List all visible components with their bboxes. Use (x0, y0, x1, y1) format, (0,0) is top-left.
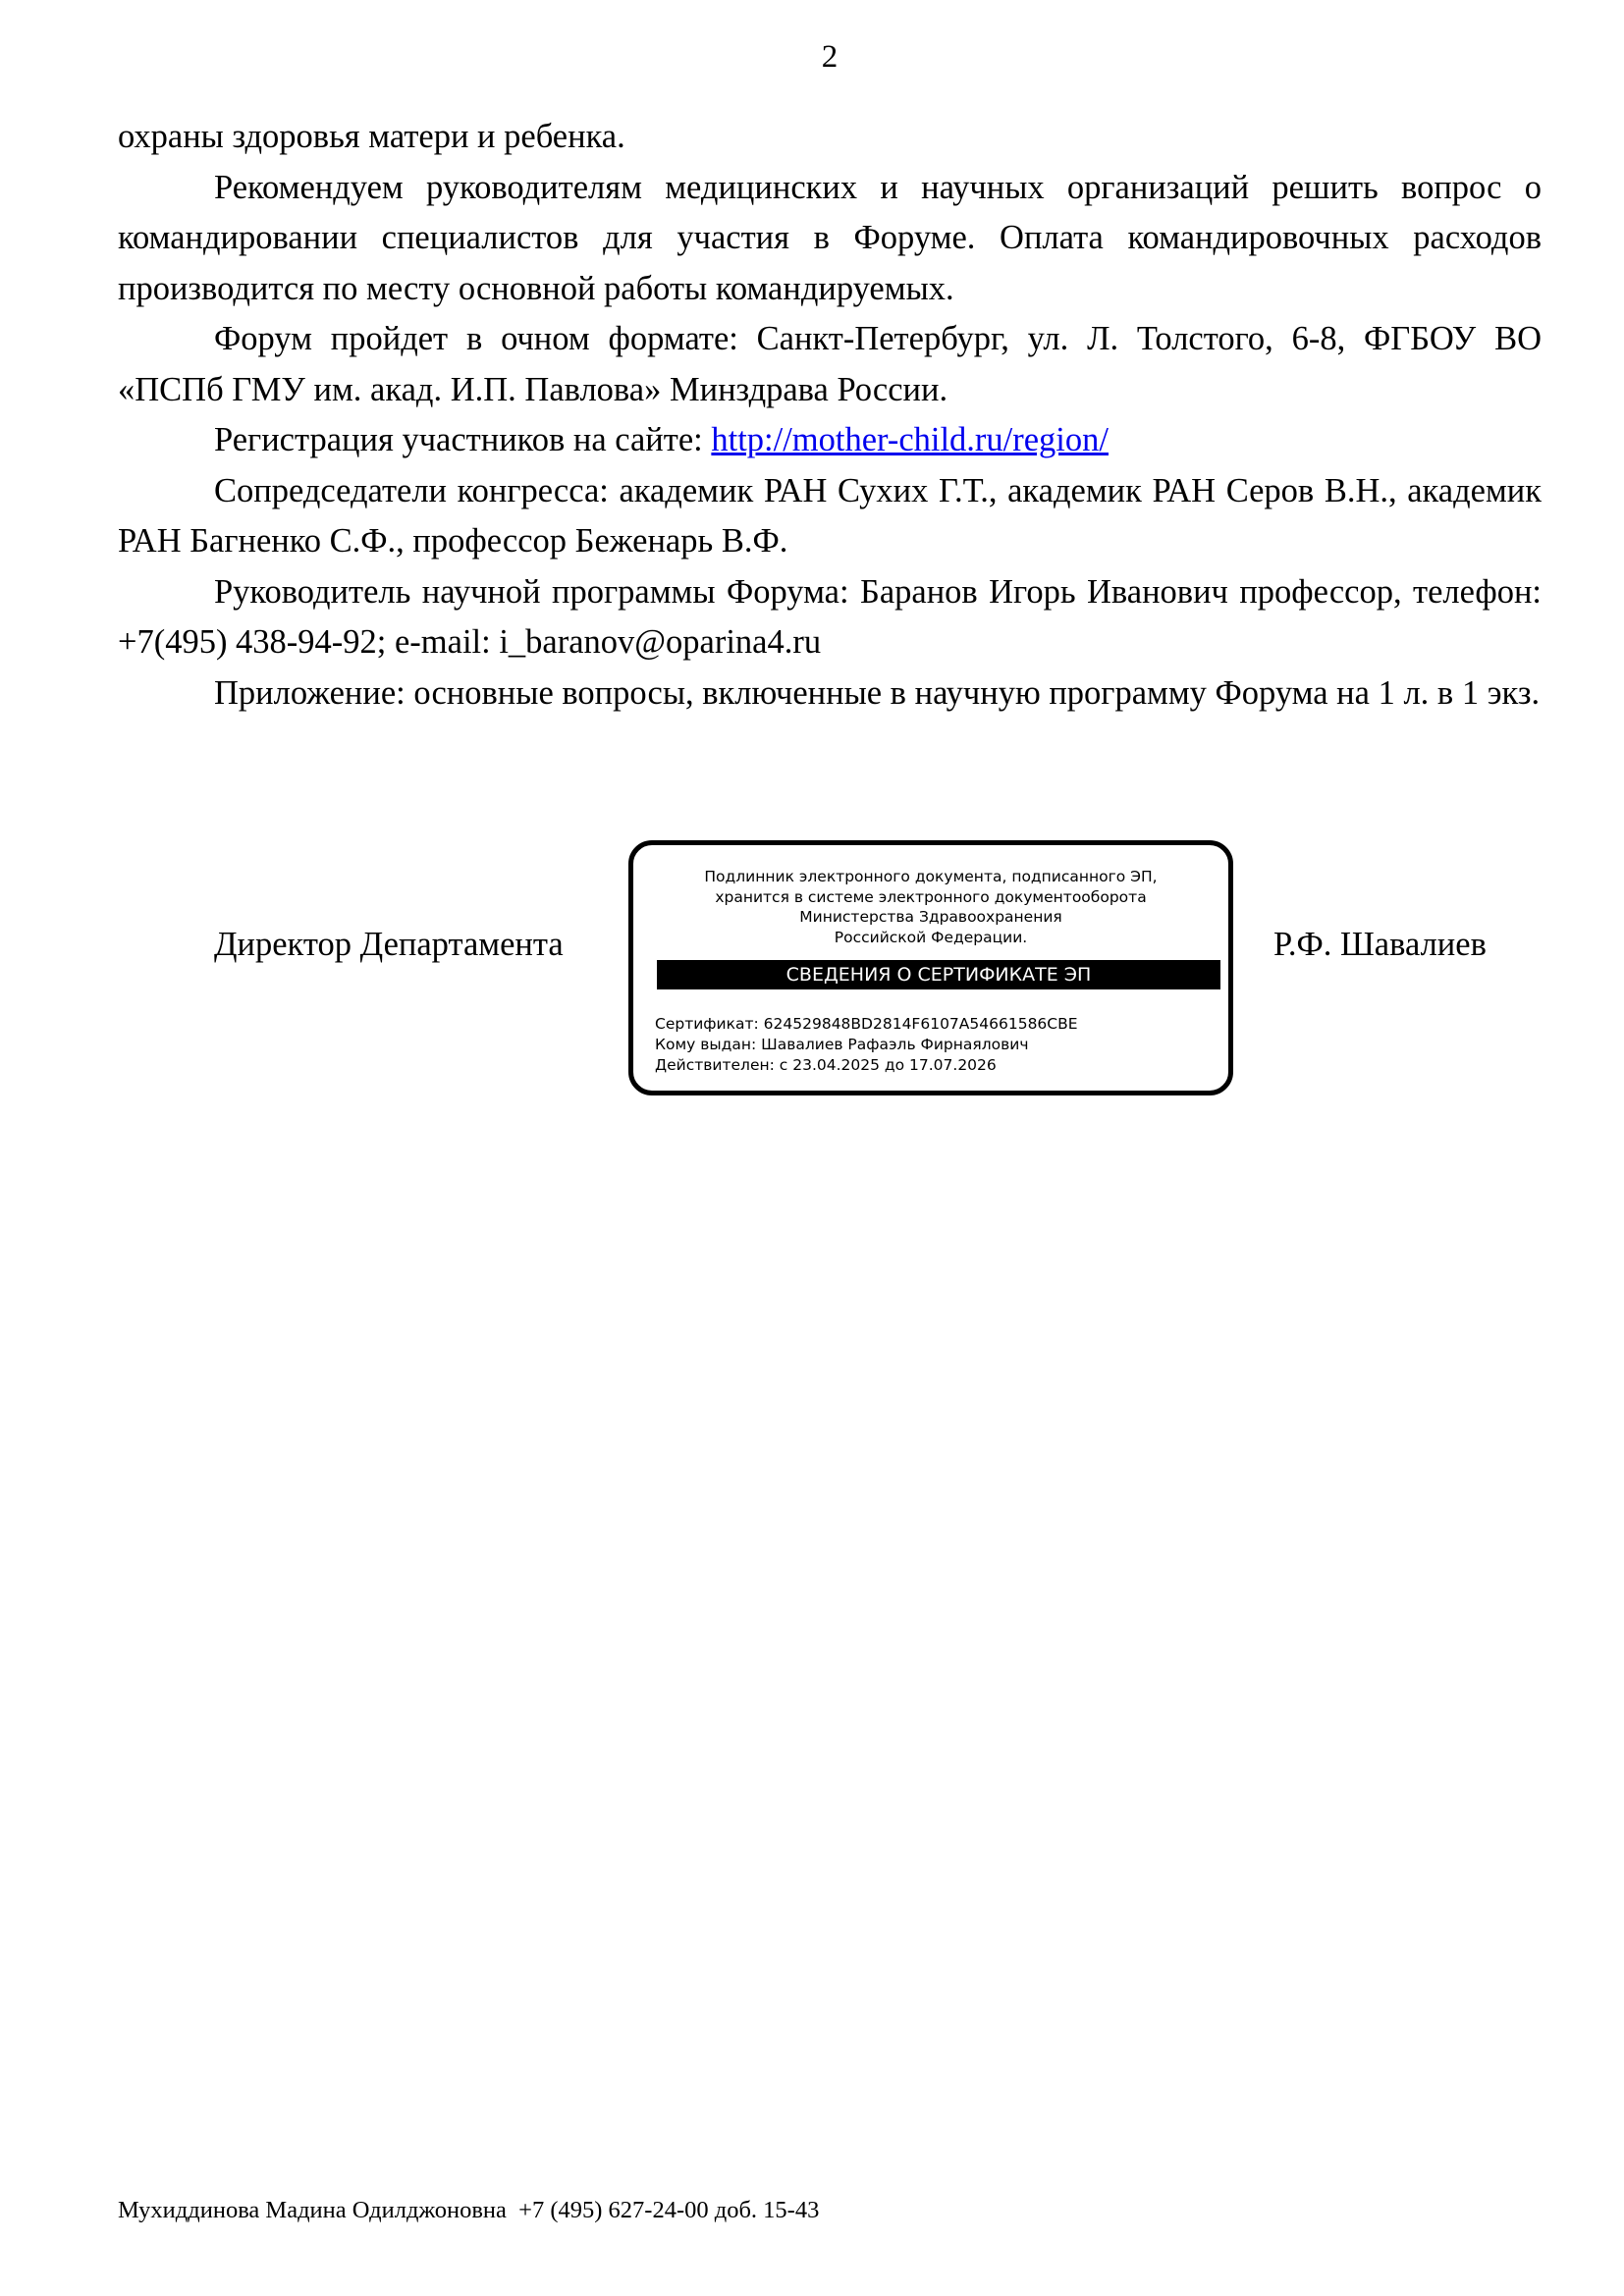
stamp-header-line: Министерства Здравоохранения (799, 908, 1062, 926)
footer-contact: Мухиддинова Мадина Одилджоновна +7 (495) 627-24-00 доб. 15-43 (118, 2197, 820, 2223)
paragraph-continuation: охраны здоровья матери и ребенка. (118, 118, 625, 155)
electronic-signature-stamp (628, 840, 1233, 1095)
stamp-details (655, 1014, 1078, 1076)
registration-label: Регистрация участников на сайте: (214, 421, 712, 458)
stamp-header-line: Подлинник электронного документа, подписанного ЭП, (704, 868, 1158, 885)
stamp-issued-to: Кому выдан: Шавалиев Рафаэль Фирнаялович (655, 1036, 1029, 1053)
signer-title: Директор Департамента (214, 926, 564, 963)
paragraph-registration (118, 415, 1542, 466)
letter-body (118, 112, 1542, 719)
page-number: 2 (821, 39, 839, 75)
stamp-header-line: хранится в системе электронного документооборота (715, 887, 1147, 906)
registration-link[interactable]: http://mother-child.ru/region/ (711, 421, 1109, 458)
stamp-validity: Действителен: с 23.04.2025 до 17.07.2026 (655, 1056, 997, 1074)
stamp-certificate-bar: СВЕДЕНИЯ О СЕРТИФИКАТЕ ЭП (657, 960, 1220, 989)
paragraph-program-head: Руководитель научной программы Форума: Баранов Игорь Иванович профессор, телефон: +7(495) 438-94-92; e-mail: i_baranov@oparina4.ru (118, 572, 1542, 661)
paragraph-attachment: Приложение: основные вопросы, включенные в научную программу Форума на 1 л. в 1 экз. (214, 673, 1541, 712)
paragraph-recommendation: Рекомендуем руководителям медицинских и научных организаций решить вопрос о командировании специалистов для участия в Форуме. Оплата командировочных расходов производится по месту основной работы командируемых. (118, 168, 1542, 307)
stamp-certificate-number: Сертификат: 624529848BD2814F6107A54661586CBE (655, 1015, 1078, 1033)
stamp-header-line: Российской Федерации. (834, 928, 1028, 946)
paragraph-venue: Форум пройдет в очном формате: Санкт-Петербург, ул. Л. Толстого, 6-8, ФГБОУ ВО «ПСПб ГМУ им. акад. И.П. Павлова» Минздрава России. (118, 320, 1542, 408)
signer-name: Р.Ф. Шавалиев (1273, 926, 1487, 963)
paragraph-cochairs: Сопредседатели конгресса: академик РАН Сухих Г.Т., академик РАН Серов В.Н., академик РАН Багненко С.Ф., профессор Беженарь В.Ф. (118, 471, 1542, 560)
stamp-header (633, 867, 1228, 947)
